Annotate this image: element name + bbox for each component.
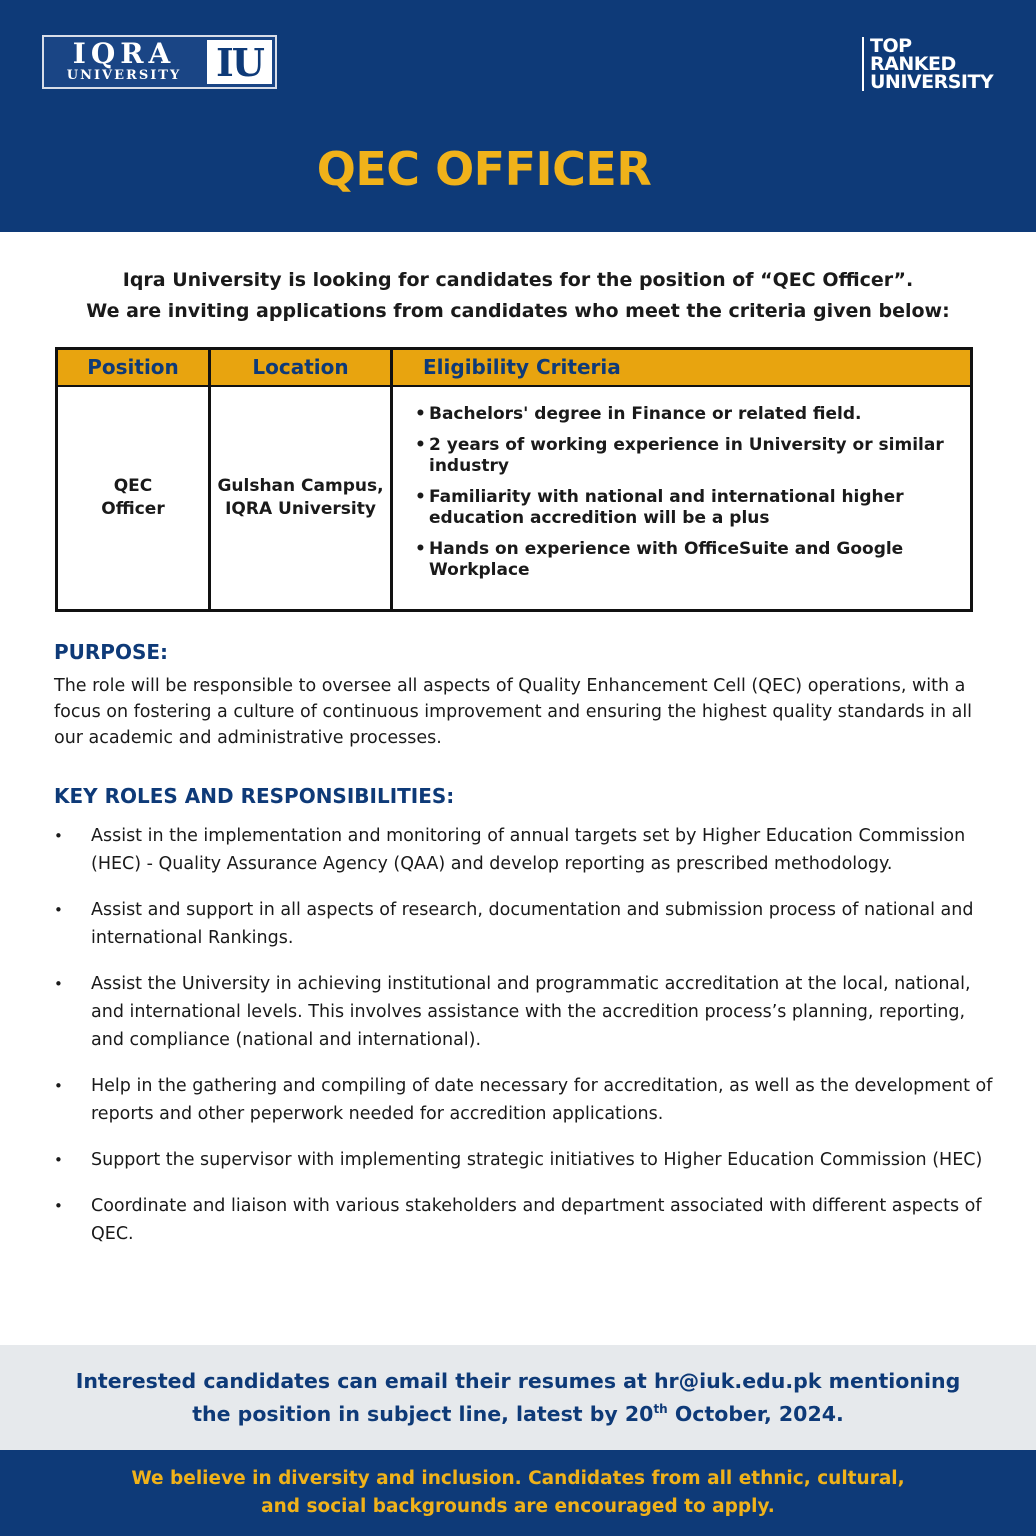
purpose-text: The role will be responsible to oversee all aspects of Quality Enhancement Cell (QEC) operations, with a focus on fostering a culture of continuous improvement and ensuring the highest quality standards in all our academic and administrative processes. (54, 676, 973, 748)
list-item (54, 1072, 999, 1128)
list-item (415, 487, 952, 529)
table-header-row (57, 349, 972, 386)
position-line: QEC (113, 475, 153, 496)
deadline-day-suffix: th (653, 1402, 668, 1417)
list-item (54, 1146, 999, 1174)
deadline-rest: October, 2024. (674, 1401, 844, 1426)
criteria-list (415, 404, 952, 581)
bullet: • (415, 403, 426, 424)
header-banner (0, 0, 1036, 232)
bullet: • (54, 1197, 63, 1215)
logo-word: IQRA (72, 37, 176, 70)
email-link[interactable]: hr@iuk.edu.pk (653, 1369, 822, 1394)
location-cell (210, 386, 392, 611)
intro-line: Iqra University is looking for candidates for the position of “QEC Officer”. (122, 269, 914, 291)
header-location: Location (210, 349, 392, 386)
criteria-cell (392, 386, 972, 611)
position-cell (57, 386, 210, 611)
footer-line: and social backgrounds are encouraged to apply. (261, 1496, 775, 1517)
location-line: IQRA University (225, 498, 376, 519)
role-text: Coordinate and liaison with various stakeholders and department associated with different aspects of QEC. (91, 1196, 982, 1244)
job-title: QEC OFFICER (316, 142, 652, 196)
role-text: Assist in the implementation and monitoring of annual targets set by Higher Education Commission (HEC) - Quality Assurance Agency (QAA) and develop reporting as prescribed methodology. (91, 826, 966, 874)
deadline-day: 20 (624, 1401, 654, 1426)
bullet: • (54, 975, 63, 993)
bullet: • (54, 901, 63, 919)
bullet: • (54, 1077, 63, 1095)
bullet: • (54, 827, 63, 845)
bullet: • (54, 1151, 63, 1169)
criteria-text: Familiarity with national and international higher education accredition will be a plus (429, 486, 904, 528)
badge-line: RANKED (870, 53, 956, 75)
list-item (415, 435, 952, 477)
table-row (57, 386, 972, 611)
cta-text (68, 1367, 968, 1428)
intro-line: We are inviting applications from candidates who meet the criteria given below: (86, 300, 950, 322)
bullet: • (415, 434, 426, 455)
bullet: • (415, 486, 426, 507)
role-text: Assist the University in achieving institutional and programmatic accreditation at the local, national, and international levels. This involves assistance with the accredition process’s planning, reporting, and compliance (national and international). (91, 974, 971, 1050)
list-item (54, 970, 999, 1054)
location-line: Gulshan Campus, (217, 475, 384, 496)
list-item (54, 1192, 999, 1248)
list-item (54, 822, 999, 878)
cta-part1: Interested candidates can email their resumes at (75, 1369, 647, 1394)
logo-subword: UNIVERSITY (66, 68, 182, 83)
application-instructions (0, 1345, 1036, 1450)
footer-line: We believe in diversity and inclusion. Candidates from all ethnic, cultural, (131, 1468, 905, 1489)
purpose-heading: PURPOSE: (54, 640, 169, 664)
role-text: Assist and support in all aspects of research, documentation and submission process of national and international Rankings. (91, 900, 974, 948)
list-item (54, 896, 999, 952)
list-item (415, 404, 952, 425)
badge-line: UNIVERSITY (870, 71, 994, 93)
criteria-text: Bachelors' degree in Finance or related field. (429, 403, 862, 424)
roles-heading: KEY ROLES AND RESPONSIBILITIES: (54, 784, 455, 808)
logo-wordmark (44, 37, 204, 87)
list-item (415, 539, 952, 581)
logo-mark: IU (207, 40, 272, 84)
logo-monogram (204, 37, 275, 87)
top-ranked-badge (862, 37, 993, 91)
criteria-text: Hands on experience with OfficeSuite and Google Workplace (429, 538, 904, 580)
header-eligibility: Eligibility Criteria (392, 349, 972, 386)
diversity-statement (68, 1465, 968, 1521)
footer-banner (0, 1450, 1036, 1536)
role-text: Support the supervisor with implementing strategic initiatives to Higher Education Commission (HEC) (91, 1150, 983, 1170)
position-line: Officer (101, 498, 165, 519)
cta-part2: mentioning the position in subject line, latest by (192, 1369, 961, 1426)
header-position: Position (57, 349, 210, 386)
iqra-university-logo (42, 35, 277, 89)
criteria-text: 2 years of working experience in University or similar industry (429, 434, 944, 476)
badge-line: TOP (870, 35, 912, 57)
role-text: Help in the gathering and compiling of date necessary for accreditation, as well as the development of reports and other peperwork needed for accredition applications. (91, 1076, 993, 1124)
job-details-table (55, 347, 973, 612)
bullet: • (415, 538, 426, 559)
roles-list (54, 822, 999, 1248)
intro-text (40, 265, 996, 327)
